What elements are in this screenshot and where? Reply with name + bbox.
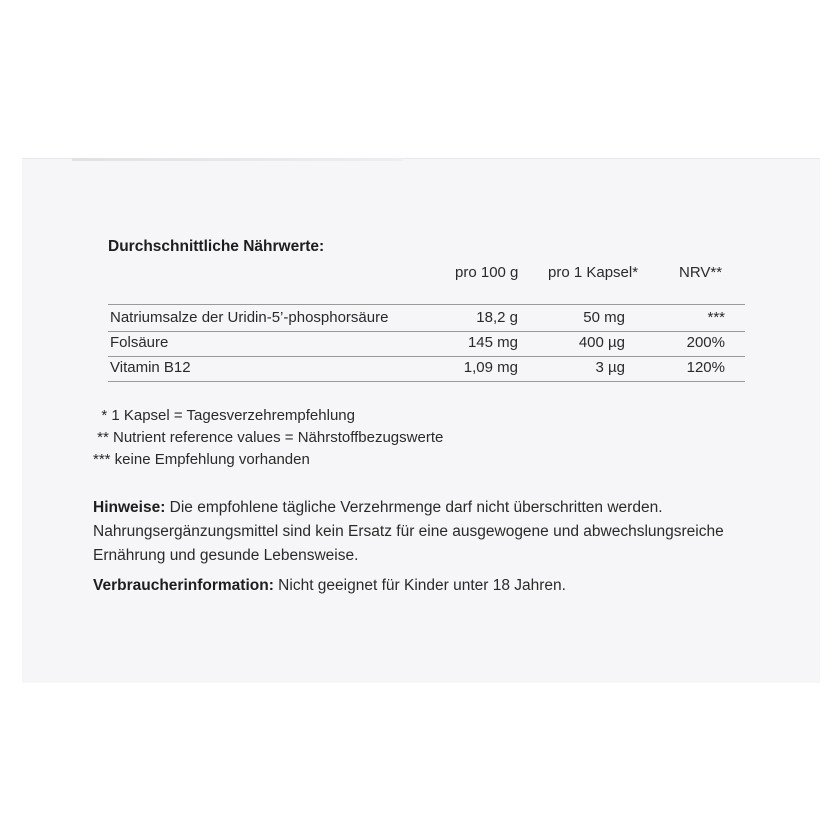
nutrition-title: Durchschnittliche Nährwerte: xyxy=(108,238,325,255)
hinweise-label: Hinweise: xyxy=(93,499,166,516)
footnote-no-recommendation: *** keine Empfehlung vorhanden xyxy=(93,451,310,468)
column-header-per-100g: pro 100 g xyxy=(455,264,519,281)
verbraucher-label: Verbraucherinformation: xyxy=(93,577,274,594)
value-per-100g: 1,09 mg xyxy=(463,359,518,376)
value-per-capsule: 3 µg xyxy=(595,359,625,376)
nutrient-name: Natriumsalze der Uridin-5’-phosphorsäure xyxy=(110,309,389,326)
column-header-per-capsule: pro 1 Kapsel* xyxy=(548,264,639,281)
value-per-capsule: 50 mg xyxy=(583,309,625,326)
hinweise-paragraph xyxy=(93,496,793,568)
value-nrv: 120% xyxy=(686,359,725,376)
table-row xyxy=(108,356,745,381)
table-row xyxy=(108,306,745,331)
footnote-capsule: * 1 Kapsel = Tagesverzehrempfehlung xyxy=(93,407,355,424)
value-nrv: 200% xyxy=(686,334,725,351)
value-nrv: *** xyxy=(707,309,725,326)
verbraucher-text: Nicht geeignet für Kinder unter 18 Jahren. xyxy=(273,577,566,594)
value-per-100g: 18,2 g xyxy=(476,309,518,326)
nutrient-name: Vitamin B12 xyxy=(110,359,191,376)
table-divider xyxy=(108,381,745,382)
package-top-edge xyxy=(72,158,402,161)
column-header-nrv: NRV** xyxy=(679,264,723,281)
table-row xyxy=(108,331,745,356)
verbraucher-paragraph xyxy=(93,574,793,598)
hinweise-line-3: Ernährung und gesunde Lebensweise. xyxy=(93,547,359,564)
value-per-capsule: 400 µg xyxy=(578,334,625,351)
hinweise-line-1: Die empfohlene tägliche Verzehrmenge darf nicht überschritten werden. xyxy=(165,499,663,516)
table-divider xyxy=(108,304,745,305)
footnote-nrv: ** Nutrient reference values = Nährstoffbezugswerte xyxy=(93,429,444,446)
hinweise-line-2: Nahrungsergänzungsmittel sind kein Ersatz für eine ausgewogene und abwechslungsreiche xyxy=(93,523,724,540)
nutrient-name: Folsäure xyxy=(110,334,169,351)
value-per-100g: 145 mg xyxy=(467,334,518,351)
